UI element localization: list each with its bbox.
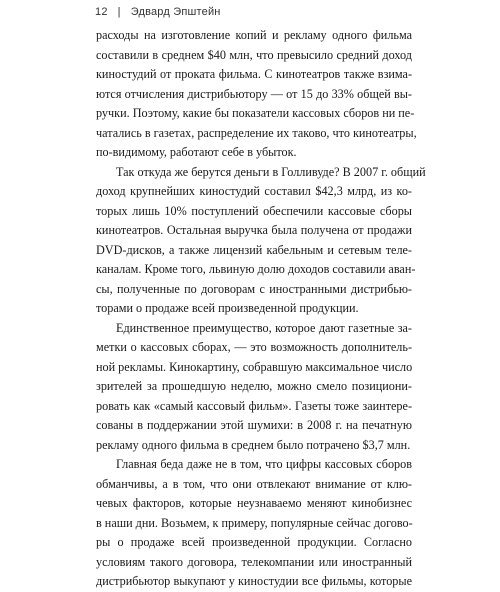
text-line: ются отчисления дистрибьютору — от 15 до 33% общей вы- [96, 86, 412, 101]
text-line: торами о продаже всей произведенной продукции. [96, 301, 359, 315]
text-line: в наши дни. Возьмем, к примеру, популярные сейчас догово- [96, 515, 413, 530]
text-line: ровать как «самый кассовый фильм». Газеты тоже заинтере- [96, 398, 412, 413]
paragraph [96, 163, 426, 319]
text-line: каналам. Кроме того, львиную долю доходов составили аван- [96, 262, 416, 276]
text-line: кинотеатров. Остальная выручка была получена от продажи [96, 223, 412, 237]
text-line: торых лишь 10% поступлений обеспечили кассовые сборы [96, 203, 412, 218]
text-line: ры о продаже всей произведенной продукции. Согласно [96, 535, 412, 549]
paragraph [96, 26, 417, 163]
text-line: DVD-дисков, а также лицензий кабельным и сетевым теле- [96, 242, 412, 257]
text-line: расходы на изготовление копий и рекламу одного фильма [96, 28, 412, 42]
text-line: сованы в поддержании этой шумихи: в 2008 г. на печатную [96, 418, 412, 432]
text-line: Единственное преимущество, которое дают газетные за- [116, 320, 412, 335]
text-line: киностудий от проката фильма. С кинотеатров также взима- [96, 67, 412, 81]
text-line: Так откуда же берутся деньги в Голливуде? В 2007 г. общий [116, 164, 426, 179]
page-number: 12 [95, 6, 108, 18]
text-line: зрителей за прошедшую неделю, можно смело позициони- [96, 379, 412, 393]
text-line: чатались в газетах, распределение их таково, что кинотеатры, [96, 125, 417, 140]
text-line: условиям такого договора, телекомпании или иностранный [96, 554, 412, 569]
text-line: чевых факторов, которые неузнаваемо меняют кинобизнес [96, 496, 412, 510]
header-separator: | [117, 6, 121, 18]
text-line: ной рекламы. Кинокартину, собравшую максимальное число [96, 359, 413, 374]
text-line: ручки. Поэтому, какие бы показатели кассовых сборов ни пе- [96, 106, 415, 120]
text-line: рекламу одного фильма в среднем было потрачено $3,7 млн. [96, 437, 411, 452]
paragraph [96, 455, 412, 592]
body-text [96, 26, 426, 588]
text-line: доход крупнейших киностудий составил $42,3 млрд, из ко- [96, 184, 412, 198]
text-line: по-видимому, работают себе в убыток. [96, 145, 297, 159]
author-name: Эдвард Эпштейн [130, 6, 221, 18]
running-head [95, 4, 221, 20]
text-line: Главная беда даже не в том, что цифры кассовых сборов [116, 457, 412, 471]
text-line: составили в среднем $40 млн, что превысило средний доход [96, 47, 412, 62]
text-line: обманчивы, а в том, что они отвлекают внимание от клю- [96, 476, 412, 491]
text-line: дистрибьютор выкупают у киностудии все фильмы, которые [96, 574, 412, 588]
text-line: метки о кассовых сборах, — это возможность дополнитель- [96, 340, 412, 354]
paragraph [96, 319, 412, 456]
text-line: сы, полученные по договорам с иностранными дистрибью- [96, 281, 412, 296]
